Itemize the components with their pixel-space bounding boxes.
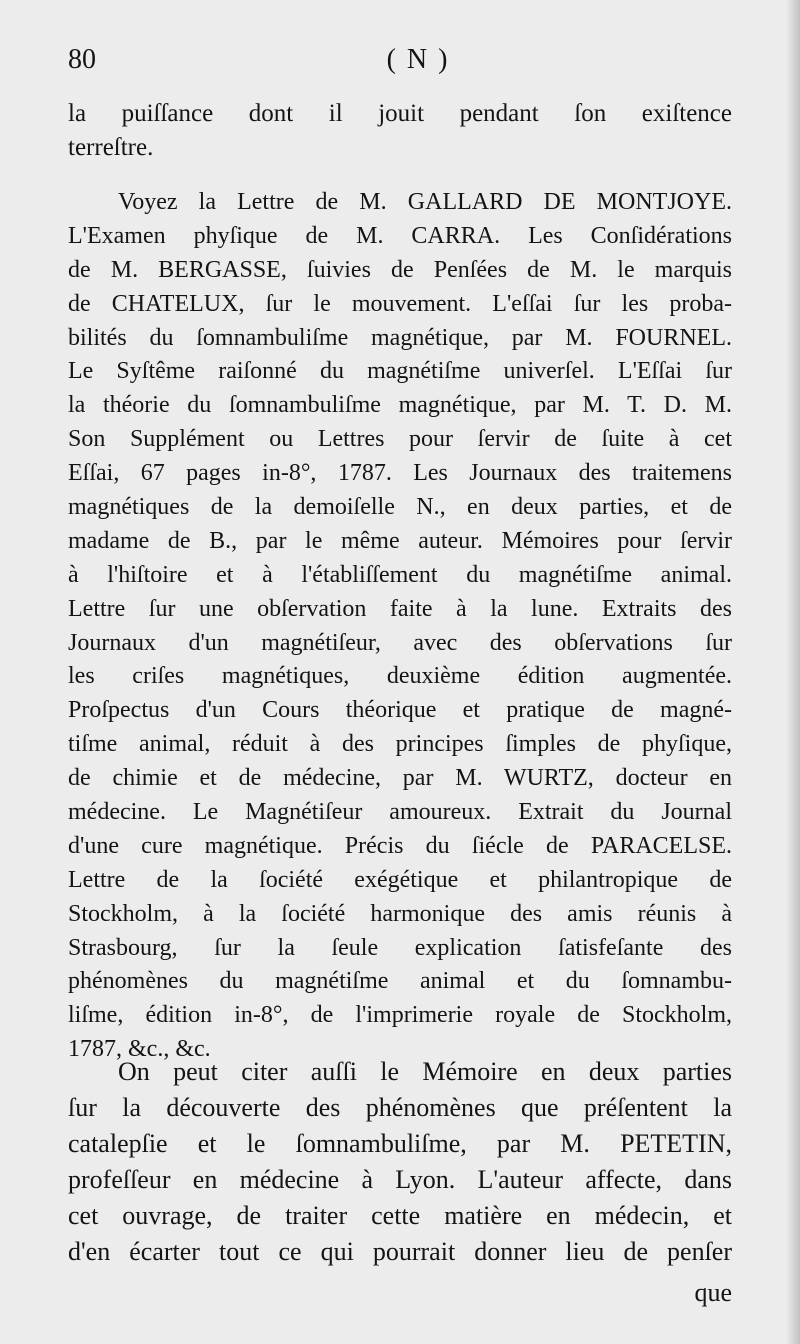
text-line: à l'hiſtoire et à l'établiſſement du magnétiſme animal. [68,561,732,588]
text-line: de M. BERGASSE, ſuivies de Penſées de M. le marquis [68,256,732,283]
text-line: phénomènes du magnétiſme animal et du ſomnambu- [68,968,732,995]
text-line: de CHATELUX, ſur le mouvement. L'eſſai ſur les proba- [68,290,732,317]
page-number: 80 [68,44,96,75]
text-line: Voyez la Lettre de M. GALLARD DE MONTJOYE. [118,189,732,215]
text-line: Strasbourg, ſur la ſeule explication ſatisfeſante des [68,934,732,961]
text-line: Le Syſtême raiſonné du magnétiſme univerſel. L'Eſſai ſur [68,358,732,385]
text-line: Proſpectus d'un Cours théorique et pratique de magné- [68,697,732,724]
text-line: catalepſie et le ſomnambuliſme, par M. PETETIN, [68,1129,732,1158]
paragraph-continuation [68,97,732,165]
text-line: profeſſeur en médecine à Lyon. L'auteur affecte, dans [68,1165,732,1194]
text-line: médecine. Le Magnétiſeur amoureux. Extrait du Journal [68,799,732,826]
page-header [68,44,732,84]
text-line: On peut citer auſſi le Mémoire en deux parties [118,1057,732,1086]
running-head: ( N ) [386,44,450,75]
text-line: d'en écarter tout ce qui pourrait donner lieu de penſer [68,1237,732,1266]
text-line: liſme, édition in-8°, de l'imprimerie royale de Stockholm, [68,1002,732,1029]
paragraph-bibliography [68,186,732,1067]
text-line: cet ouvrage, de traiter cette matière en médecin, et [68,1201,732,1230]
text-line: de chimie et de médecine, par M. WURTZ, docteur en [68,765,732,792]
text-line: Son Supplément ou Lettres pour ſervir de ſuite à cet [68,426,732,453]
catchword: que [694,1278,732,1307]
page-edge-shadow [786,0,800,1344]
text-line: magnétiques de la demoiſelle N., en deux parties, et de [68,494,732,521]
text-line: L'Examen phyſique de M. CARRA. Les Conſidérations [68,222,732,249]
text-line: d'une cure magnétique. Précis du ſiécle de PARACELSE. [68,832,732,859]
text-line: les criſes magnétiques, deuxième édition augmentée. [68,663,732,690]
text-line: Stockholm, à la ſociété harmonique des amis réunis à [68,900,732,927]
text-line: Lettre de la ſociété exégétique et philantropique de [68,866,732,893]
text-line: la puiſſance dont il jouit pendant ſon exiſtence [68,100,732,127]
text-line: Journaux d'un magnétiſeur, avec des obſervations ſur [68,629,732,656]
text-line: bilités du ſomnambuliſme magnétique, par M. FOURNEL. [68,324,732,351]
paragraph-petetin [68,1054,732,1270]
text-line: Lettre ſur une obſervation faite à la lune. Extraits des [68,595,732,622]
text-line: Eſſai, 67 pages in-8°, 1787. Les Journaux des traitemens [68,460,732,487]
text-line: terreſtre. [68,133,154,161]
text-line: 1787, &c., &c. [68,1036,211,1063]
text-line: ſur la découverte des phénomènes que préſentent la [68,1093,732,1122]
text-line: madame de B., par le même auteur. Mémoires pour ſervir [68,527,732,554]
text-line: tiſme animal, réduit à des principes ſimples de phyſique, [68,731,732,758]
text-line: la théorie du ſomnambuliſme magnétique, par M. T. D. M. [68,392,732,419]
